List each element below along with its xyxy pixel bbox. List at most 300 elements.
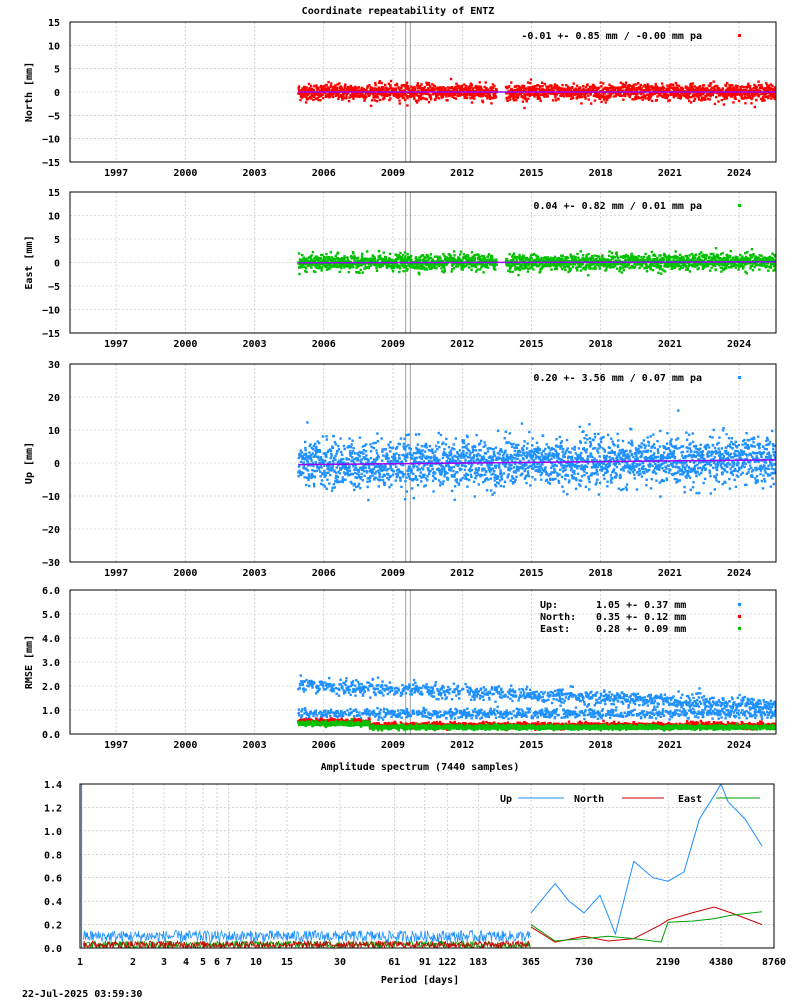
data-point bbox=[335, 443, 337, 445]
data-point bbox=[430, 98, 432, 100]
data-point bbox=[539, 86, 541, 88]
data-point bbox=[383, 97, 385, 99]
data-point bbox=[641, 99, 643, 101]
data-point bbox=[518, 254, 520, 256]
x-tick-label: 2024 bbox=[727, 339, 752, 350]
data-point bbox=[297, 475, 299, 477]
data-point bbox=[585, 86, 587, 88]
data-point bbox=[700, 251, 702, 253]
data-point bbox=[751, 248, 753, 250]
data-point bbox=[721, 99, 723, 101]
data-point bbox=[717, 100, 719, 102]
data-point bbox=[568, 265, 570, 267]
data-point bbox=[752, 253, 754, 255]
data-point bbox=[322, 435, 324, 437]
x-tick-label: 2024 bbox=[727, 168, 752, 179]
data-point bbox=[325, 435, 327, 437]
data-point bbox=[338, 448, 340, 450]
data-point bbox=[321, 459, 323, 461]
data-point bbox=[402, 254, 404, 256]
data-point bbox=[310, 266, 312, 268]
data-point bbox=[377, 259, 379, 261]
data-point bbox=[361, 458, 363, 460]
data-point bbox=[608, 84, 610, 86]
data-point bbox=[365, 96, 367, 98]
data-point bbox=[506, 258, 508, 260]
data-point bbox=[405, 265, 407, 267]
data-point bbox=[487, 267, 489, 269]
trend-line bbox=[298, 262, 776, 263]
data-point bbox=[619, 268, 621, 270]
data-point bbox=[582, 254, 584, 256]
data-point bbox=[320, 269, 322, 271]
data-point bbox=[380, 82, 382, 84]
data-point bbox=[389, 84, 391, 86]
data-point bbox=[616, 268, 618, 270]
data-point bbox=[418, 273, 420, 275]
data-point bbox=[636, 92, 638, 94]
data-point bbox=[750, 88, 752, 90]
data-point bbox=[338, 82, 340, 84]
data-point bbox=[332, 447, 334, 449]
y-tick-label: −5 bbox=[47, 282, 60, 293]
data-point bbox=[399, 102, 401, 104]
data-point bbox=[340, 267, 342, 269]
data-point bbox=[577, 257, 579, 259]
data-point bbox=[512, 271, 514, 273]
data-point bbox=[633, 84, 635, 86]
data-point bbox=[362, 479, 364, 481]
data-point bbox=[649, 89, 651, 91]
legend-text: 0.04 +- 0.82 mm / 0.01 mm pa bbox=[533, 201, 702, 212]
data-point bbox=[724, 94, 726, 96]
data-point bbox=[507, 100, 509, 102]
data-point bbox=[664, 270, 666, 272]
data-point bbox=[675, 250, 677, 252]
data-point bbox=[694, 98, 696, 100]
data-point bbox=[584, 97, 586, 99]
data-point bbox=[442, 95, 444, 97]
data-point bbox=[726, 97, 728, 99]
data-point bbox=[576, 253, 578, 255]
data-point bbox=[360, 269, 362, 271]
data-point bbox=[689, 87, 691, 89]
data-point bbox=[735, 266, 737, 268]
data-point bbox=[580, 102, 582, 104]
x-tick-label: 1997 bbox=[104, 568, 129, 579]
data-point bbox=[355, 271, 357, 273]
data-point bbox=[377, 96, 379, 98]
data-point bbox=[312, 99, 314, 101]
data-point bbox=[661, 82, 663, 84]
data-point bbox=[628, 264, 630, 266]
y-tick-label: 20 bbox=[47, 393, 60, 404]
data-point bbox=[399, 267, 401, 269]
data-point bbox=[767, 97, 769, 99]
data-point bbox=[716, 85, 718, 87]
y-tick-label: −5 bbox=[47, 111, 60, 123]
data-point bbox=[709, 269, 711, 271]
data-point bbox=[471, 84, 473, 86]
data-point bbox=[299, 99, 301, 101]
data-point bbox=[374, 84, 376, 86]
data-point bbox=[354, 472, 356, 474]
data-point bbox=[427, 255, 429, 257]
data-point bbox=[467, 256, 469, 258]
data-point bbox=[685, 265, 687, 267]
data-point bbox=[771, 85, 773, 87]
data-point bbox=[526, 100, 528, 102]
data-point bbox=[710, 267, 712, 269]
data-point bbox=[354, 483, 356, 485]
data-point bbox=[523, 85, 525, 87]
data-point bbox=[633, 87, 635, 89]
data-point bbox=[541, 82, 543, 84]
data-point bbox=[509, 270, 511, 272]
x-tick-label: 2021 bbox=[657, 568, 682, 579]
data-point bbox=[358, 272, 360, 274]
data-point bbox=[335, 453, 337, 455]
x-tick-label: 2006 bbox=[311, 339, 336, 350]
data-point bbox=[571, 86, 573, 88]
data-point bbox=[312, 452, 314, 454]
y-tick-label: −30 bbox=[41, 558, 60, 569]
data-point bbox=[736, 256, 738, 258]
data-point bbox=[461, 85, 463, 87]
data-point bbox=[325, 488, 327, 490]
data-point bbox=[732, 101, 734, 103]
data-point bbox=[515, 85, 517, 87]
data-point bbox=[550, 85, 552, 87]
data-point bbox=[341, 454, 343, 456]
data-point bbox=[332, 460, 334, 462]
data-point bbox=[471, 101, 473, 103]
data-point bbox=[581, 96, 583, 98]
data-point bbox=[713, 80, 715, 82]
data-point bbox=[354, 452, 356, 454]
data-point bbox=[726, 82, 728, 84]
data-point bbox=[319, 99, 321, 101]
data-point bbox=[689, 270, 691, 272]
data-point bbox=[527, 270, 529, 272]
data-point bbox=[325, 454, 327, 456]
data-point bbox=[384, 84, 386, 86]
data-point bbox=[508, 85, 510, 87]
data-point bbox=[744, 102, 746, 104]
data-point bbox=[540, 100, 542, 102]
data-point bbox=[327, 472, 329, 474]
data-point bbox=[300, 461, 302, 463]
data-point bbox=[406, 253, 408, 255]
data-point bbox=[731, 84, 733, 86]
data-point bbox=[708, 256, 710, 258]
data-point bbox=[487, 255, 489, 257]
data-point bbox=[600, 81, 602, 83]
data-point bbox=[349, 450, 351, 452]
data-point bbox=[438, 97, 440, 99]
data-point bbox=[348, 445, 350, 447]
data-point bbox=[344, 83, 346, 85]
data-point bbox=[486, 97, 488, 99]
data-point bbox=[516, 259, 518, 261]
data-point bbox=[404, 99, 406, 101]
data-point bbox=[770, 266, 772, 268]
data-point bbox=[605, 268, 607, 270]
data-point bbox=[656, 99, 658, 101]
spectrum-title: Amplitude spectrum (7440 samples) bbox=[320, 762, 520, 773]
data-point bbox=[301, 451, 303, 453]
data-point bbox=[758, 94, 760, 96]
data-point bbox=[749, 95, 751, 97]
data-point bbox=[298, 273, 300, 275]
x-tick-label: 2006 bbox=[311, 568, 336, 579]
data-point bbox=[694, 256, 696, 258]
data-point bbox=[602, 82, 604, 84]
y-tick-label: 15 bbox=[47, 188, 60, 199]
data-point bbox=[624, 94, 626, 96]
data-point bbox=[754, 106, 756, 108]
data-point bbox=[453, 267, 455, 269]
data-point bbox=[318, 442, 320, 444]
data-point bbox=[532, 268, 534, 270]
data-point bbox=[712, 253, 714, 255]
data-point bbox=[320, 456, 322, 458]
data-point bbox=[715, 96, 717, 98]
data-point bbox=[612, 257, 614, 259]
data-point bbox=[353, 489, 355, 491]
data-point bbox=[439, 257, 441, 259]
data-point bbox=[396, 84, 398, 86]
data-point bbox=[738, 100, 740, 102]
y-tick-label: −15 bbox=[41, 329, 60, 340]
data-point bbox=[332, 435, 334, 437]
data-point bbox=[308, 83, 310, 85]
data-point bbox=[677, 97, 679, 99]
data-point bbox=[348, 100, 350, 102]
data-point bbox=[702, 98, 704, 100]
legend-text: -0.01 +- 0.85 mm / -0.00 mm pa bbox=[521, 31, 702, 42]
data-point bbox=[356, 477, 358, 479]
data-point bbox=[382, 88, 384, 90]
data-point bbox=[556, 268, 558, 270]
data-point bbox=[336, 87, 338, 89]
data-point bbox=[326, 438, 328, 440]
data-point bbox=[493, 265, 495, 267]
data-point bbox=[362, 271, 364, 273]
data-point bbox=[332, 96, 334, 98]
data-point bbox=[414, 87, 416, 89]
data-point bbox=[482, 101, 484, 103]
data-point bbox=[358, 483, 360, 485]
data-point bbox=[523, 267, 525, 269]
data-point bbox=[587, 253, 589, 255]
data-point bbox=[616, 254, 618, 256]
data-point bbox=[478, 256, 480, 258]
data-point bbox=[463, 253, 465, 255]
data-point bbox=[339, 437, 341, 439]
data-point bbox=[704, 265, 706, 267]
data-point bbox=[766, 265, 768, 267]
data-point bbox=[318, 468, 320, 470]
data-point bbox=[303, 476, 305, 478]
data-point bbox=[541, 85, 543, 87]
data-point bbox=[760, 255, 762, 257]
data-point bbox=[446, 99, 448, 101]
data-point bbox=[675, 82, 677, 84]
data-point bbox=[320, 466, 322, 468]
data-point bbox=[329, 461, 331, 463]
data-point bbox=[473, 97, 475, 99]
data-point bbox=[491, 256, 493, 258]
data-point bbox=[586, 83, 588, 85]
data-point bbox=[337, 252, 339, 254]
data-point bbox=[330, 455, 332, 457]
data-point bbox=[331, 487, 333, 489]
x-tick-label: 2024 bbox=[727, 568, 752, 579]
data-point bbox=[335, 255, 337, 257]
data-point bbox=[348, 465, 350, 467]
data-point bbox=[738, 266, 740, 268]
data-point bbox=[325, 474, 327, 476]
data-point bbox=[309, 443, 311, 445]
x-tick-label: 2018 bbox=[588, 568, 613, 579]
data-point bbox=[323, 257, 325, 259]
data-point bbox=[742, 265, 744, 267]
data-point bbox=[698, 267, 700, 269]
data-point bbox=[443, 267, 445, 269]
data-point bbox=[348, 458, 350, 460]
data-point bbox=[419, 259, 421, 261]
data-point bbox=[346, 256, 348, 258]
data-point bbox=[752, 269, 754, 271]
data-point bbox=[337, 476, 339, 478]
data-point bbox=[531, 257, 533, 259]
data-point bbox=[587, 95, 589, 97]
y-tick-label: 0 bbox=[53, 459, 60, 470]
data-point bbox=[575, 88, 577, 90]
data-point bbox=[322, 97, 324, 99]
spectrum-xlabel: Period [days] bbox=[380, 975, 460, 986]
data-point bbox=[311, 469, 313, 471]
data-point bbox=[310, 460, 312, 462]
panel-north bbox=[24, 18, 777, 179]
data-point bbox=[589, 267, 591, 269]
x-tick-label: 2003 bbox=[242, 568, 267, 579]
data-point bbox=[393, 265, 395, 267]
data-point bbox=[345, 96, 347, 98]
data-point bbox=[444, 87, 446, 89]
data-point bbox=[376, 270, 378, 272]
data-point bbox=[576, 85, 578, 87]
x-tick-label: 2009 bbox=[380, 168, 406, 179]
data-point bbox=[616, 251, 618, 253]
data-point bbox=[680, 95, 682, 97]
data-point bbox=[643, 256, 645, 258]
data-point bbox=[746, 272, 748, 274]
data-point bbox=[313, 89, 315, 91]
data-point bbox=[336, 479, 338, 481]
data-point bbox=[330, 85, 332, 87]
data-point bbox=[594, 254, 596, 256]
data-point bbox=[305, 267, 307, 269]
data-point bbox=[715, 268, 717, 270]
data-point bbox=[476, 268, 478, 270]
data-point bbox=[379, 99, 381, 101]
data-point bbox=[554, 96, 556, 98]
data-point bbox=[362, 452, 364, 454]
data-point bbox=[305, 101, 307, 103]
data-point bbox=[640, 84, 642, 86]
data-point bbox=[429, 86, 431, 88]
data-point bbox=[736, 85, 738, 87]
data-point bbox=[629, 257, 631, 259]
data-point bbox=[564, 269, 566, 271]
data-point bbox=[679, 254, 681, 256]
data-point bbox=[460, 250, 462, 252]
y-tick-label: 0 bbox=[53, 258, 60, 270]
data-point bbox=[494, 268, 496, 270]
data-points bbox=[297, 247, 777, 276]
data-point bbox=[478, 81, 480, 83]
data-point bbox=[544, 83, 546, 85]
timestamp: 22-Jul-2025 03:59:30 bbox=[22, 989, 143, 1000]
data-point bbox=[760, 84, 762, 86]
data-point bbox=[432, 88, 434, 90]
data-point bbox=[306, 421, 308, 423]
data-point bbox=[314, 476, 316, 478]
data-point bbox=[321, 479, 323, 481]
data-point bbox=[749, 267, 751, 269]
data-point bbox=[698, 98, 700, 100]
data-point bbox=[744, 252, 746, 254]
x-tick-label: 2021 bbox=[657, 168, 682, 179]
data-point bbox=[310, 85, 312, 87]
data-point bbox=[320, 483, 322, 485]
data-point bbox=[625, 81, 627, 83]
data-point bbox=[426, 98, 428, 100]
data-point bbox=[767, 270, 769, 272]
legend-marker bbox=[738, 204, 741, 207]
data-point bbox=[326, 479, 328, 481]
data-point bbox=[315, 446, 317, 448]
data-point bbox=[308, 485, 310, 487]
data-point bbox=[638, 267, 640, 269]
data-point bbox=[737, 268, 739, 270]
x-tick-label: 2003 bbox=[242, 168, 267, 179]
data-point bbox=[562, 255, 564, 257]
data-point bbox=[750, 102, 752, 104]
data-point bbox=[350, 446, 352, 448]
data-point bbox=[572, 97, 574, 99]
data-point bbox=[722, 87, 724, 89]
data-point bbox=[705, 254, 707, 256]
panel-east bbox=[24, 188, 777, 350]
x-tick-label: 2000 bbox=[173, 168, 198, 179]
data-point bbox=[688, 254, 690, 256]
data-point bbox=[598, 255, 600, 257]
y-tick-label: 0 bbox=[53, 88, 60, 99]
data-point bbox=[359, 436, 361, 438]
data-point bbox=[340, 451, 342, 453]
data-point bbox=[517, 274, 519, 276]
x-tick-label: 2015 bbox=[519, 168, 544, 179]
data-point bbox=[424, 86, 426, 88]
data-point bbox=[339, 271, 341, 273]
data-point bbox=[303, 461, 305, 463]
data-point bbox=[655, 266, 657, 268]
data-point bbox=[450, 78, 452, 80]
data-point bbox=[496, 89, 498, 91]
